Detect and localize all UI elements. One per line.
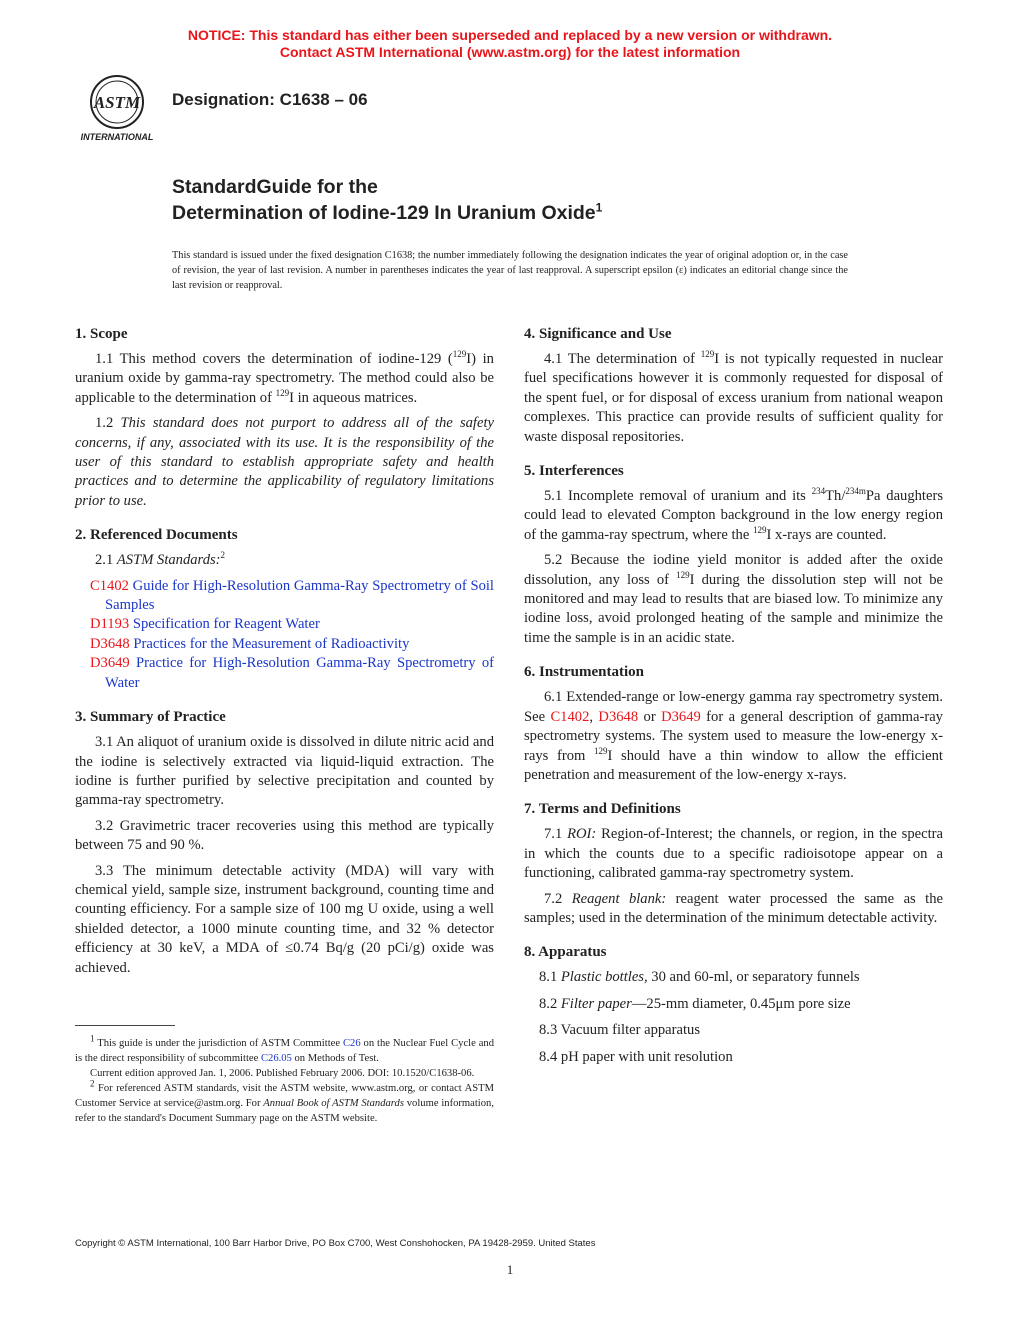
ref-d3649-link[interactable]: D3649 — [661, 708, 701, 725]
reference-link[interactable]: D3648 Practices for the Measurement of Radioactivity — [90, 635, 410, 652]
footnote-1: $^1$ This guide is under the jurisdiction of ASTM Committee C26 on the Nuclear Fuel Cycle and is the direct responsibility of subcommittee C26.05 on Methods of Test. — [75, 1033, 494, 1064]
reference-link[interactable]: C1402 Guide for High-Resolution Gamma-Ray Spectrometry of Soil Samples — [90, 577, 494, 614]
reference-link[interactable]: D1193 Specification for Reagent Water — [90, 616, 320, 633]
paragraph-6-1: 6.1 Extended-range or low-energy gamma ray spectrometry system. See C1402, D3648 or D3649 for a general description of gamma-ray spectrometry systems. The system used to measure the low-energy x-rays from $^{129}$I should have a thin window to allow the efficient penetration and measurement of the low-energy x-rays. — [524, 689, 943, 783]
logo-subtext: INTERNATIONAL — [80, 132, 154, 142]
left-column — [75, 324, 494, 992]
paragraph-4-1: 4.1 The determination of $^{129}$I is not typically requested in nuclear fuel specifications however it is commonly requested for disposal of the spent fuel, or for disposal of excess uranium from national weapon complexes. This practice can provide results of sufficient quality for waste disposal repositories. — [524, 349, 943, 445]
section-heading: 3. Summary of Practice — [75, 709, 226, 726]
section-heading: 4. Significance and Use — [524, 326, 672, 342]
title-line-1: StandardGuide for the — [172, 176, 378, 198]
section-apparatus — [524, 942, 943, 1067]
section-heading: 6. Instrumentation — [524, 664, 645, 681]
section-significance — [524, 324, 943, 447]
section-terms — [524, 799, 943, 928]
document-title — [172, 174, 602, 226]
paragraph-2-1: 2.1 ASTM Standards:$^2$ — [95, 550, 226, 569]
paragraph-3-3: 3.3 The minimum detectable activity (MDA) will vary with chemical yield, sample size, instrument background, counting time and counting efficiency. For a sample size of 100 mg U oxide, using a well shielded detector, a 1000 minute counting time, and 32 % detector efficiency at 30 keV, a MDA of ≤0.74 Bq/g (20 pCi/g) oxide was achieved. — [75, 862, 494, 976]
title-line-2: Determination of Iodine-129 In Uranium Oxide$^1$ — [172, 200, 603, 224]
section-instrumentation — [524, 662, 943, 785]
copyright: Copyright © ASTM International, 100 Barr Harbor Drive, PO Box C700, West Conshohocken, PA 19428-2959. United States — [75, 1238, 596, 1249]
withdrawn-notice — [0, 27, 1020, 61]
intro-paragraph: This standard is issued under the fixed designation C1638; the number immediately following the designation indicates the year of original adoption or, in the case of revision, the year of last revision. A number in parentheses indicates the year of last reapproval. A superscript epsilon (ε) indicates an editorial change since the last revision or reapproval. — [172, 250, 848, 291]
section-heading: 7. Terms and Definitions — [524, 801, 681, 818]
committee-link[interactable]: C26 — [342, 1038, 361, 1049]
ref-c1402-link[interactable]: C1402 — [550, 708, 590, 725]
page-number: 1 — [506, 1262, 514, 1277]
paragraph-3-2: 3.2 Gravimetric tracer recoveries using this method are typically between 75 and 90 %. — [75, 817, 494, 854]
apparatus-item: 8.2 Filter paper—25-mm diameter, 0.45μm pore size — [539, 995, 851, 1012]
astm-logo — [72, 72, 162, 144]
apparatus-item: 8.3 Vacuum filter apparatus — [539, 1022, 701, 1039]
section-heading: 5. Interferences — [524, 463, 624, 480]
footnotes — [75, 1033, 495, 1126]
paragraph-1-2: 1.2 This standard does not purport to address all of the safety concerns, if any, associated with its use. It is the responsibility of the user of this standard to establish appropriate safety and health practices and to determine the applicability of regulatory limitations prior to use. — [75, 415, 494, 509]
notice-line-2: Contact ASTM International (www.astm.org) for the latest information — [279, 44, 741, 60]
ref-d3648-link[interactable]: D3648 — [598, 708, 639, 725]
subcommittee-link[interactable]: C26.05 — [260, 1053, 292, 1064]
apparatus-item: 8.1 Plastic bottles, 30 and 60-ml, or separatory funnels — [539, 969, 860, 986]
footnote-divider — [75, 1025, 175, 1026]
paragraph-7-2: 7.2 Reagent blank: reagent water processed the same as the samples; used in the determination of the minimum detectable activity. — [524, 890, 944, 926]
right-column — [524, 324, 943, 1081]
section-interferences — [524, 461, 943, 648]
logo-text: ASTM — [93, 93, 141, 112]
notice-line-1: NOTICE: This standard has either been superseded and replaced by a new version or withdrawn. — [187, 27, 833, 43]
section-scope — [75, 324, 494, 511]
paragraph-5-2: 5.2 Because the iodine yield monitor is added after the oxide dissolution, any loss of $^{129}$I during the dissolution step will not be monitored and may lead to results that are biased low. To minimize any iodine loss, avoid prolonged heating of the sample and minimize the time the sample is in an acidic state. — [524, 552, 943, 646]
footnote-1-edition: Current edition approved Jan. 1, 2006. Published February 2006. DOI: 10.1520/C1638-06. — [90, 1068, 475, 1079]
reference-link[interactable]: D3649 Practice for High-Resolution Gamma-Ray Spectrometry of Water — [90, 655, 494, 691]
paragraph-5-1: 5.1 Incomplete removal of uranium and its $^{234}$Th/$^{234m}$Pa daughters could lead to elevated Compton background in the low energy region of the gamma-ray spectrum, where the $^{129}$I x-rays are counted. — [524, 486, 944, 543]
section-heading: 8. Apparatus — [524, 944, 607, 961]
apparatus-item: 8.4 pH paper with unit resolution — [539, 1048, 733, 1065]
designation: Designation: C1638 – 06 — [172, 90, 368, 109]
paragraph-7-1: 7.1 ROI: Region-of-Interest; the channels, or region, in the spectra in which the counts due to a specific radioisotope appear on a functioning, calibrated gamma-ray spectrometry system. — [524, 826, 943, 882]
paragraph-3-1: 3.1 An aliquot of uranium oxide is dissolved in dilute nitric acid and the iodine is selectively extracted via liquid-liquid extraction. The iodine is further purified by selective precipitation and counted by gamma-ray spectrometry. — [75, 734, 494, 809]
section-referenced-documents — [75, 525, 494, 693]
section-summary-of-practice — [75, 707, 494, 978]
paragraph-1-1: 1.1 This method covers the determination of iodine-129 ($^{129}$I) in uranium oxide by gamma-ray spectrometry. The method could also be applicable to the determination of $^{129}$I in aqueous matrices. — [75, 349, 494, 406]
section-heading: 2. Referenced Documents — [75, 527, 238, 544]
section-heading: 1. Scope — [75, 326, 128, 342]
footnote-2: $^2$ For referenced ASTM standards, visit the ASTM website, www.astm.org, or contact ASTM Customer Service at service@astm.org. For Annual Book of ASTM Standards volume information, refer to the standard's Document Summary page on the ASTM website. — [75, 1078, 495, 1124]
